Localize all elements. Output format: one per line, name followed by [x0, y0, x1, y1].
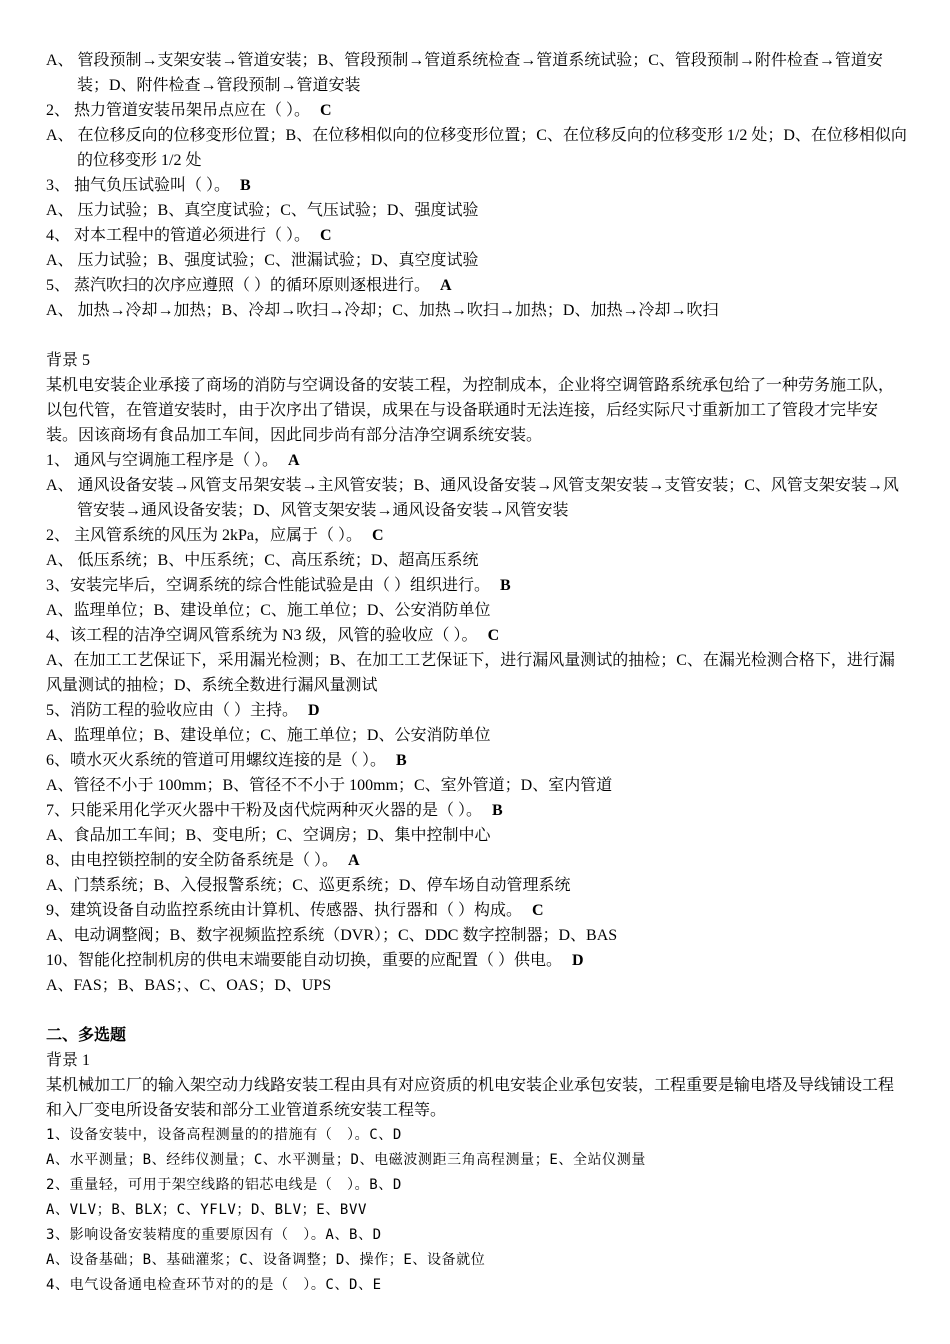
answer-options: A、监理单位；B、建设单位；C、施工单位；D、公安消防单位 [46, 727, 491, 744]
question [46, 98, 908, 123]
question [46, 448, 908, 473]
answer-key: B [396, 752, 407, 769]
question [46, 948, 908, 973]
background5-title: 背景 5 [46, 352, 91, 369]
answer-options: A、电动调整阀；B、数字视频监控系统（DVR）；C、DDC 数字控制器；D、BAS [46, 927, 618, 944]
question [46, 748, 908, 773]
answer-options: A、VLV；B、BLX；C、YFLV；D、BLV；E、BVV [46, 1202, 368, 1218]
question [46, 898, 908, 923]
answer-options: A、 压力试验；B、强度试验；C、泄漏试验；D、真空度试验 [46, 252, 479, 269]
section-part3 [46, 1123, 908, 1298]
answer-key: C [320, 102, 332, 119]
answer-key: B [500, 577, 511, 594]
question-text: 7、只能采用化学灭火器中干粉及卤代烷两种灭火器的是（ ）。 [46, 802, 483, 819]
multi-choice-title: 二、多选题 [46, 1027, 127, 1044]
question: 3、影响设备安装精度的重要原因有（ ）。A、B、D [46, 1227, 382, 1243]
answer-options: A、 压力试验；B、真空度试验；C、气压试验；D、强度试验 [46, 202, 479, 219]
question-text: 8、由电控锁控制的安全防备系统是（ ）。 [46, 852, 339, 869]
question [46, 273, 908, 298]
answer-options: A、设备基础；B、基础灌浆；C、设备调整；D、操作；E、设备就位 [46, 1252, 486, 1268]
section-part2 [46, 448, 908, 998]
question-text: 1、 通风与空调施工程序是（ ）。 [46, 452, 279, 469]
answer-key: B [492, 802, 503, 819]
answer-key: C [532, 902, 544, 919]
question [46, 848, 908, 873]
question-text: 5、消防工程的验收应由（ ）主持。 [46, 702, 299, 719]
question-text: 3、安装完毕后，空调系统的综合性能试验是由（ ）组织进行。 [46, 577, 491, 594]
answer-options: A、 在位移反向的位移变形位置；B、在位移相似向的位移变形位置；C、在位移反向的位移变形 1/2 处；D、在位移相似向的位移变形 1/2 处 [46, 127, 907, 169]
answer-options: A、监理单位；B、建设单位；C、施工单位；D、公安消防单位 [46, 602, 491, 619]
answer-key: D [572, 952, 584, 969]
question [46, 573, 908, 598]
answer-key: D [308, 702, 320, 719]
answer-options: A、 低压系统；B、中压系统；C、高压系统；D、超高压系统 [46, 552, 479, 569]
answer-options: A、管径不小于 100mm；B、管径不不小于 100mm；C、室外管道；D、室内管道 [46, 777, 613, 794]
question [46, 623, 908, 648]
section-part1 [46, 48, 908, 323]
answer-options: A、门禁系统；B、入侵报警系统；C、巡更系统；D、停车场自动管理系统 [46, 877, 571, 894]
question-text: 4、 对本工程中的管道必须进行（ ）。 [46, 227, 311, 244]
question [46, 173, 908, 198]
question: 1、设备安装中，设备高程测量的的措施有（ ）。C、D [46, 1127, 402, 1143]
answer-key: C [487, 627, 500, 644]
answer-options: A、食品加工车间；B、变电所；C、空调房；D、集中控制中心 [46, 827, 491, 844]
answer-options: A、在加工工艺保证下，采用漏光检测；B、在加工工艺保证下，进行漏风量测试的抽检；C、在漏光检测合格下，进行漏风量测试的抽检；D、系统全数进行漏风量测试 [46, 652, 895, 694]
answer-options: A、水平测量；B、经纬仪测量；C、水平测量；D、电磁波测距三角高程测量；E、全站仪测量 [46, 1152, 646, 1168]
background1-title: 背景 1 [46, 1052, 91, 1069]
answer-key: A [348, 852, 360, 869]
question-text: 2、 主风管系统的风压为 2kPa，应属于（ ）。 [46, 527, 363, 544]
question-text: 6、喷水灭火系统的管道可用螺纹连接的是（ ）。 [46, 752, 387, 769]
question [46, 523, 908, 548]
answer-key: B [240, 177, 251, 194]
question-text: 4、该工程的洁净空调风管系统为 N3 级，风管的验收应（ ）。 [46, 627, 478, 644]
question-text: 2、 热力管道安装吊架吊点应在（ ）。 [46, 102, 311, 119]
question-text: 5、 蒸汽吹扫的次序应遵照（ ）的循环原则逐根进行。 [46, 277, 431, 294]
question [46, 223, 908, 248]
question [46, 798, 908, 823]
background1-text: 某机械加工厂的输入架空动力线路安装工程由具有对应资质的机电安装企业承包安装，工程重要是输电塔及导线铺设工程和入厂变电所设备安装和部分工业管道系统安装工程等。 [46, 1077, 895, 1119]
question-text: 9、建筑设备自动监控系统由计算机、传感器、执行器和（ ）构成。 [46, 902, 523, 919]
answer-options: A、 加热→冷却→加热；B、冷却→吹扫→冷却；C、加热→吹扫→加热；D、加热→冷却→吹扫 [46, 302, 719, 319]
document-page [46, 48, 908, 1298]
answer-key: C [320, 227, 332, 244]
answer-key: A [288, 452, 300, 469]
background5-text: 某机电安装企业承接了商场的消防与空调设备的安装工程，为控制成本，企业将空调管路系统承包给了一种劳务施工队，以包代管，在管道安装时，由于次序出了错误，成果在与设备联通时无法连接，后经实际尺寸重新加工了管段才完毕安装。因该商场有食品加工车间，因此同步尚有部分洁净空调系统安装。 [46, 377, 895, 444]
question [46, 698, 908, 723]
answer-options: A、 管段预制→支架安装→管道安装；B、管段预制→管道系统检查→管道系统试验；C、管段预制→附件检查→管道安装；D、附件检查→管段预制→管道安装 [46, 52, 883, 94]
answer-options: A、FAS；B、BAS；、C、OAS；D、UPS [46, 977, 332, 994]
question: 2、重量轻，可用于架空线路的铝芯电线是（ ）。B、D [46, 1177, 402, 1193]
answer-key: C [372, 527, 384, 544]
answer-key: A [440, 277, 452, 294]
answer-options: A、 通风设备安装→风管支吊架安装→主风管安装；B、通风设备安装→风管支架安装→支管安装；C、风管支架安装→风管安装→通风设备安装；D、风管支架安装→通风设备安装→风管安装 [46, 477, 899, 519]
question-text: 3、 抽气负压试验叫（ ）。 [46, 177, 231, 194]
question-text: 10、智能化控制机房的供电末端要能自动切换，重要的应配置（ ）供电。 [46, 952, 563, 969]
question: 4、电气设备通电检查环节对的的是（ ）。C、D、E [46, 1277, 382, 1293]
